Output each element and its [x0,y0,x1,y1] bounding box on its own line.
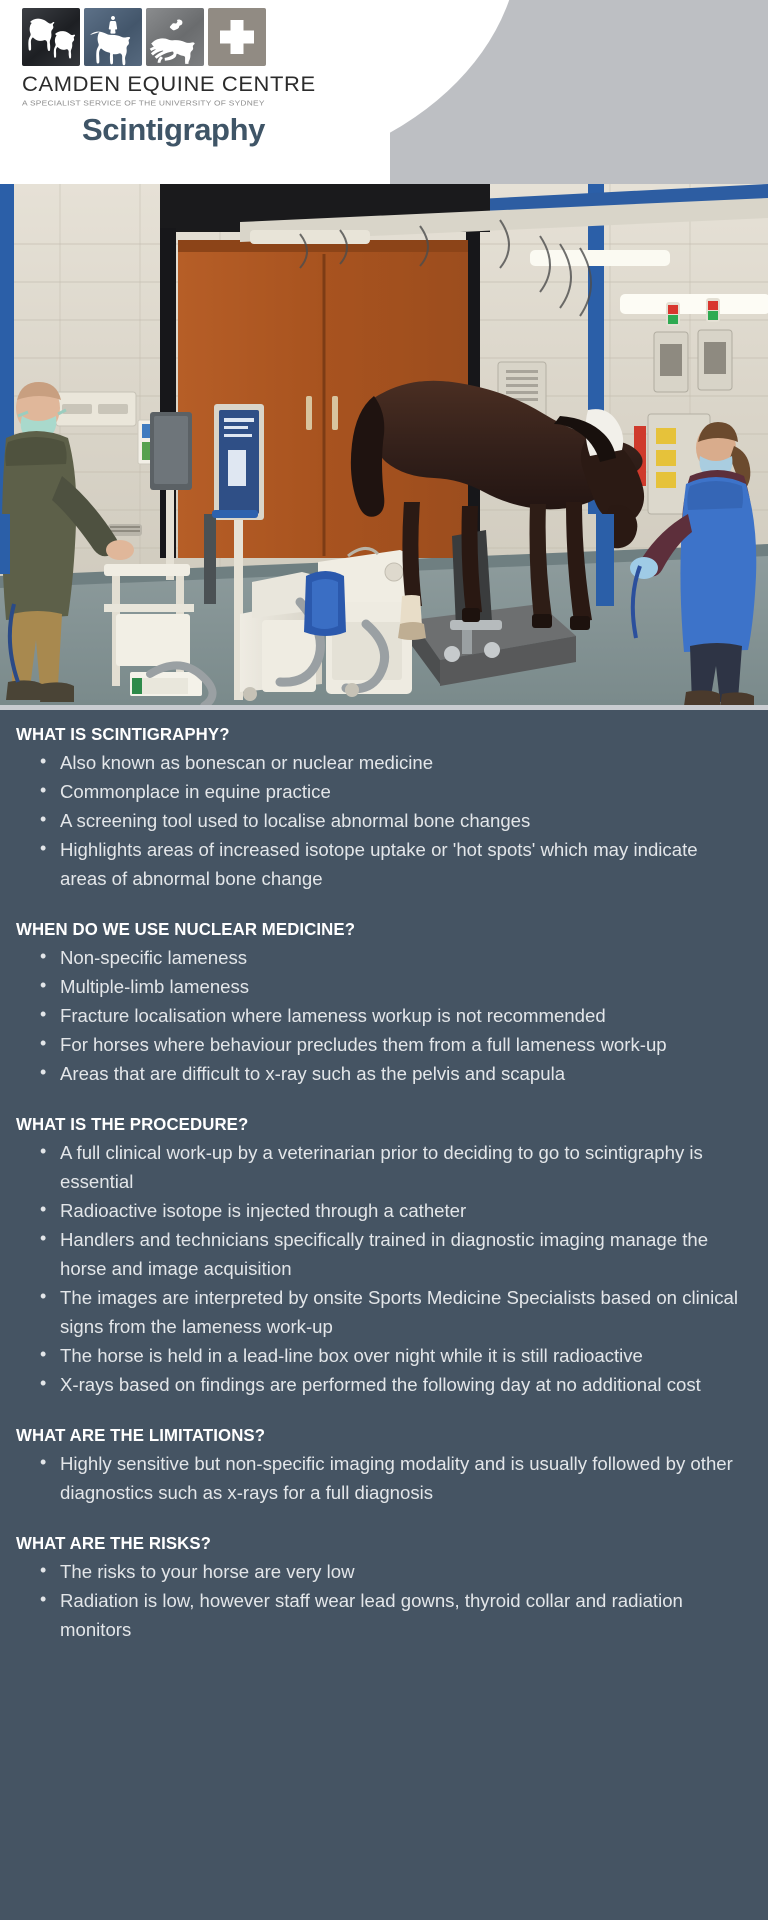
list-item: • Commonplace in equine practice [16,777,746,806]
medical-cross-icon [208,8,266,66]
logo-tile-row [22,8,272,66]
bullet-list [16,943,746,1088]
section-what-are-the-limitations [16,1425,746,1507]
bullet-list [16,748,746,893]
section-heading: WHAT IS THE PROCEDURE? [16,1114,249,1134]
list-item: • Multiple-limb lameness [16,972,746,1001]
page-header [0,0,768,184]
logo-tagline: A SPECIALIST SERVICE OF THE UNIVERSITY OF SYDNEY [22,98,265,108]
list-item: • Fracture localisation where lameness workup is not recommended [16,1001,746,1030]
bullet-list [16,1449,746,1507]
list-item: • Handlers and technicians specifically trained in diagnostic imaging manage the horse and image acquisition [16,1225,746,1283]
list-item: • A screening tool used to localise abnormal bone changes [16,806,746,835]
list-item: • X-rays based on findings are performed the following day at no additional cost [16,1370,746,1399]
list-item: • Also known as bonescan or nuclear medicine [16,748,746,777]
section-what-are-the-risks [16,1533,746,1644]
list-item: • The horse is held in a lead-line box over night while it is still radioactive [16,1341,746,1370]
list-item: • Radiation is low, however staff wear lead gowns, thyroid collar and radiation monitors [16,1586,746,1644]
page-title: Scintigraphy [82,112,265,147]
list-item: • Highly sensitive but non-specific imaging modality and is usually followed by other diagnostics such as x-rays for a full diagnosis [16,1449,746,1507]
scintigraphy-room-photo [0,184,768,705]
list-item: • For horses where behaviour precludes them from a full lameness work-up [16,1030,746,1059]
logo-wordmark: CAMDEN EQUINE CENTRE [22,72,316,96]
list-item: • Highlights areas of increased isotope uptake or 'hot spots' which may indicate areas of abnormal bone change [16,835,746,893]
list-item: • The risks to your horse are very low [16,1557,746,1586]
bullet-list [16,1138,746,1399]
mare-and-foal-icon [22,8,80,66]
section-heading: WHEN DO WE USE NUCLEAR MEDICINE? [16,919,356,939]
list-item: • Areas that are difficult to x-ray such as the pelvis and scapula [16,1059,746,1088]
bullet-list [16,1557,746,1644]
racing-jockey-icon [146,8,204,66]
section-heading: WHAT ARE THE RISKS? [16,1533,212,1553]
dressage-rider-icon [84,8,142,66]
content-panel [0,710,768,1920]
list-item: • A full clinical work-up by a veterinarian prior to deciding to go to scintigraphy is essential [16,1138,746,1196]
camden-equine-centre-logo [22,8,316,148]
list-item: • Radioactive isotope is injected through a catheter [16,1196,746,1225]
section-what-is-the-procedure [16,1114,746,1399]
section-heading: WHAT IS SCINTIGRAPHY? [16,724,230,744]
section-when-do-we-use-nuclear-medicine [16,919,746,1088]
section-heading: WHAT ARE THE LIMITATIONS? [16,1425,266,1445]
section-what-is-scintigraphy [16,724,746,893]
list-item: • Non-specific lameness [16,943,746,972]
list-item: • The images are interpreted by onsite Sports Medicine Specialists based on clinical signs from the lameness work-up [16,1283,746,1341]
